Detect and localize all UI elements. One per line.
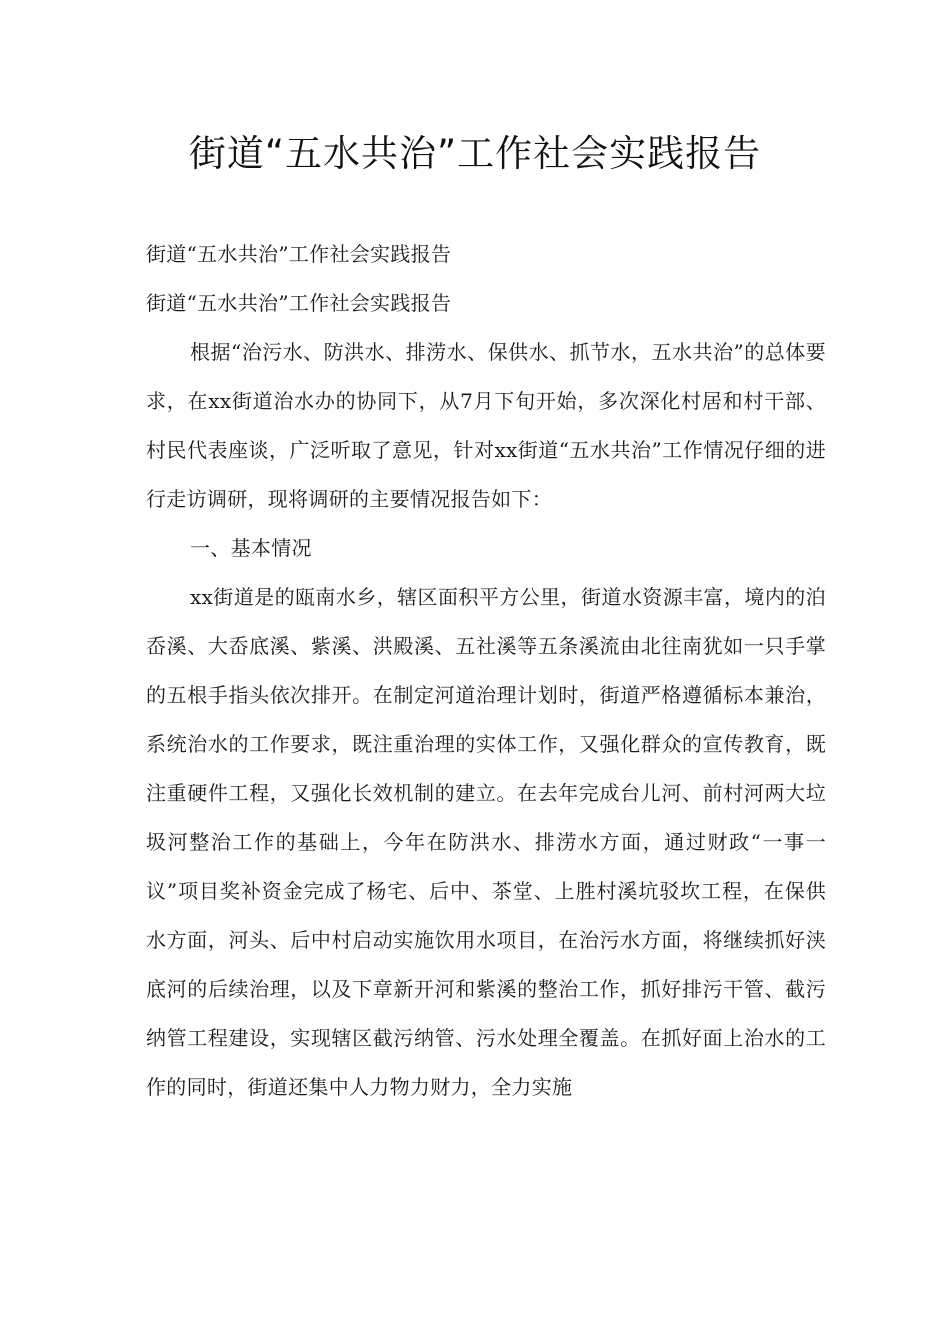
subtitle-line: 街道“五水共治”工作社会实践报告: [146, 242, 452, 266]
section-heading: 一、基本情况: [190, 536, 312, 560]
body-paragraph: 根据“治污水、防洪水、排涝水、保供水、抓节水，五水共治”的总体要求，在xx街道治水办的协同下，从7月下旬开始，多次深化村居和村干部、村民代表座谈，广泛听取了意见，针对xx街道“五水共治”工作情况仔细的进行走访调研，现将调研的主要情况报告如下：: [146, 340, 826, 511]
subtitle-line: 街道“五水共治”工作社会实践报告: [146, 291, 452, 315]
document-title: 街道“五水共治”工作社会实践报告: [188, 132, 762, 175]
body-paragraph: xx街道是的瓯南水乡，辖区面积平方公里，街道水资源丰富，境内的泊岙溪、大岙底溪、紫溪、洪殿溪、五社溪等五条溪流由北往南犹如一只手掌的五根手指头依次排开。在制定河道治理计划时，街道严格遵循标本兼治，系统治水的工作要求，既注重治理的实体工作，又强化群众的宣传教育，既注重硬件工程，又强化长效机制的建立。在去年完成台儿河、前村河两大垃圾河整治工作的基础上，今年在防洪水、排涝水方面，通过财政“一事一议”项目奖补资金完成了杨宅、后中、茶堂、上胜村溪坑驳坎工程，在保供水方面，河头、后中村启动实施饮用水项目，在治污水方面，将继续抓好浃底河的后续治理，以及下章新开河和紫溪的整治工作，抓好排污干管、截污纳管工程建设，实现辖区截污纳管、污水处理全覆盖。在抓好面上治水的工作的同时，街道还集中人力物力财力，全力实施: [146, 585, 826, 1099]
document-body: [146, 230, 826, 1112]
